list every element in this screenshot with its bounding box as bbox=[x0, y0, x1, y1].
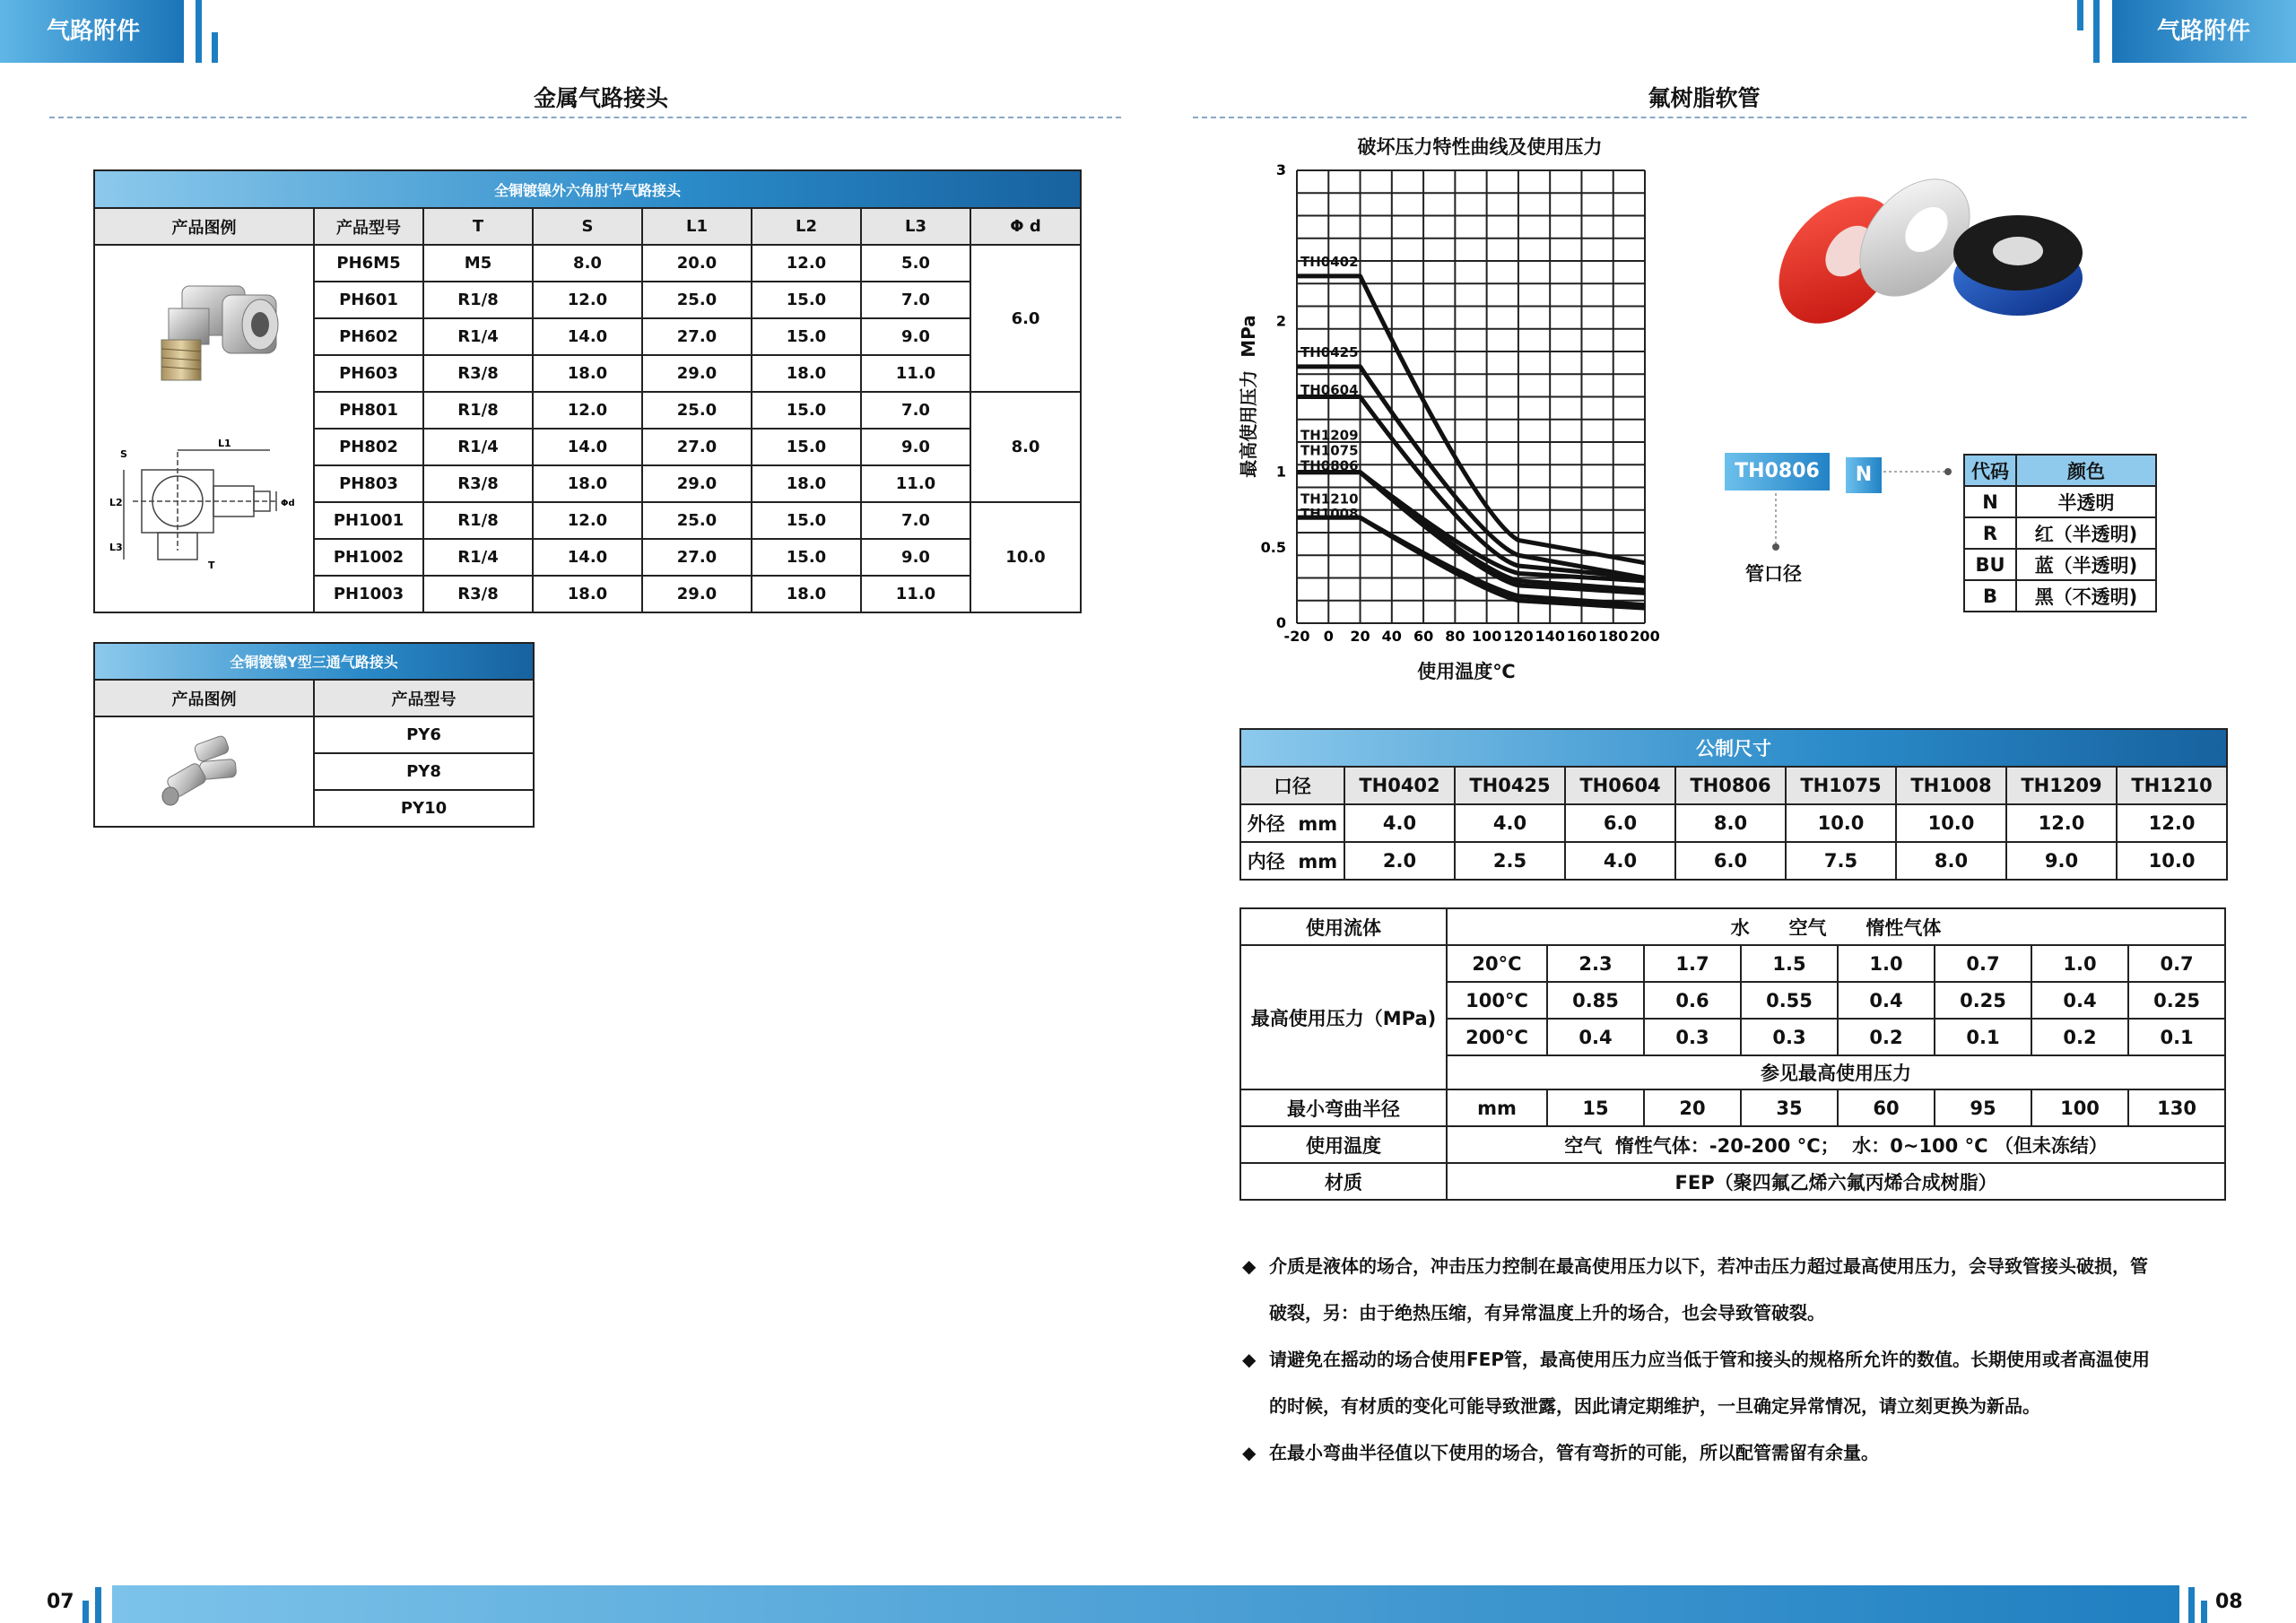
metric-model: TH0402 bbox=[1344, 767, 1455, 804]
t1-cell: R3/8 bbox=[423, 355, 533, 392]
bullet-icon: ◆ bbox=[1242, 1255, 1257, 1277]
t1-cell: 9.0 bbox=[861, 429, 970, 465]
x-tick-label: 0 bbox=[1323, 628, 1334, 645]
table1-title: 全铜镀镍外六角肘节气路接头 bbox=[94, 170, 1081, 208]
p-cell: 0.85 bbox=[1547, 982, 1644, 1019]
metric-cell: 8.0 bbox=[1896, 842, 2006, 880]
metric-model: TH1209 bbox=[2006, 767, 2117, 804]
t1-cell: 29.0 bbox=[642, 576, 752, 612]
t1-cell: PH1001 bbox=[314, 502, 423, 539]
t1-cell: 18.0 bbox=[533, 355, 642, 392]
t1-cell: R1/4 bbox=[423, 318, 533, 355]
series-label: TH0604 bbox=[1300, 382, 1359, 399]
code-cell: 黑（不透明) bbox=[2016, 580, 2156, 612]
table1-col-s: S bbox=[533, 208, 642, 245]
chart-title: 破坏压力特性曲线及使用压力 bbox=[1357, 136, 1603, 158]
bend-cell: 20 bbox=[1644, 1089, 1741, 1126]
t1-cell: PH1002 bbox=[314, 539, 423, 576]
metric-cell: 2.0 bbox=[1344, 842, 1455, 880]
p-cell: 1.5 bbox=[1741, 945, 1838, 982]
t1-cell: 11.0 bbox=[861, 576, 970, 612]
fluid-value: 水 空气 惰性气体 bbox=[1447, 908, 2225, 945]
metric-model: TH0425 bbox=[1455, 767, 1565, 804]
t1-cell: 7.0 bbox=[861, 282, 970, 318]
t1-cell: 25.0 bbox=[642, 502, 752, 539]
t2-model: PY6 bbox=[314, 716, 534, 753]
bullet-icon: ◆ bbox=[1242, 1442, 1257, 1463]
t1-cell: 14.0 bbox=[533, 539, 642, 576]
elbow-image-cell bbox=[94, 245, 314, 612]
metric-model: TH0806 bbox=[1675, 767, 1786, 804]
note-3 bbox=[1242, 1429, 2220, 1476]
elbow-fitting-table bbox=[93, 169, 1082, 613]
p-cell: 1.0 bbox=[2031, 945, 2128, 982]
phi-group-8: 8.0 bbox=[970, 392, 1081, 502]
y-fitting-table bbox=[93, 642, 535, 828]
code-cell: 红（半透明) bbox=[2016, 517, 2156, 549]
t1-cell: 18.0 bbox=[752, 465, 861, 502]
metric-cell: 4.0 bbox=[1344, 804, 1455, 842]
y-image-cell bbox=[94, 716, 314, 827]
metric-cell: 8.0 bbox=[1675, 804, 1786, 842]
t1-cell: PH802 bbox=[314, 429, 423, 465]
t1-cell: 15.0 bbox=[752, 502, 861, 539]
code-cell: B bbox=[1964, 580, 2016, 612]
metric-cell: 6.0 bbox=[1565, 804, 1675, 842]
pipe-diameter-label: 管口径 bbox=[1745, 563, 1802, 585]
table2-title: 全铜镀镍Y型三通气路接头 bbox=[94, 643, 534, 680]
t1-cell: 18.0 bbox=[533, 576, 642, 612]
t1-cell: PH601 bbox=[314, 282, 423, 318]
footer-bar bbox=[112, 1585, 2179, 1623]
t1-cell: 18.0 bbox=[533, 465, 642, 502]
bend-cell: 60 bbox=[1838, 1089, 1935, 1126]
pressure-label: 最高使用压力（MPa) bbox=[1240, 945, 1447, 1089]
t1-cell: M5 bbox=[423, 245, 533, 282]
p-cell: 0.55 bbox=[1741, 982, 1838, 1019]
bullet-icon: ◆ bbox=[1242, 1349, 1257, 1370]
header-tab-right bbox=[2112, 0, 2296, 63]
header-tab-left bbox=[0, 0, 184, 63]
bend-label: 最小弯曲半径 bbox=[1240, 1089, 1447, 1126]
metric-cell: 10.0 bbox=[2117, 842, 2227, 880]
t1-cell: PH602 bbox=[314, 318, 423, 355]
t1-cell: 25.0 bbox=[642, 282, 752, 318]
x-tick-label: 120 bbox=[1503, 628, 1534, 645]
drawing-label-phi: Φd bbox=[280, 499, 295, 508]
chart-xlabel: 使用温度℃ bbox=[1417, 661, 1516, 682]
x-tick-label: -20 bbox=[1283, 628, 1310, 645]
footer-stripe-right bbox=[2188, 1587, 2195, 1623]
t1-cell: 5.0 bbox=[861, 245, 970, 282]
temp-cell: 100°C bbox=[1447, 982, 1547, 1019]
phi-group-10: 10.0 bbox=[970, 502, 1081, 612]
y-tick-label: 2 bbox=[1275, 312, 1286, 330]
note-text: 在最小弯曲半径值以下使用的场合，管有弯折的可能，所以配管需留有余量。 bbox=[1269, 1442, 1879, 1463]
fluid-label: 使用流体 bbox=[1240, 908, 1447, 945]
t1-cell: 15.0 bbox=[752, 392, 861, 429]
table2-col-model: 产品型号 bbox=[314, 680, 534, 716]
y-tick-label: 0.5 bbox=[1260, 538, 1286, 556]
bend-cell: 100 bbox=[2031, 1089, 2128, 1126]
metric-size-table bbox=[1239, 728, 2228, 881]
temp-cell: 20°C bbox=[1447, 945, 1547, 982]
metric-cell: 12.0 bbox=[2117, 804, 2227, 842]
x-tick-label: 80 bbox=[1445, 628, 1465, 645]
t1-cell: PH801 bbox=[314, 392, 423, 429]
header-stripe-right bbox=[2077, 0, 2083, 30]
note-text: 介质是液体的场合，冲击压力控制在最高使用压力以下，若冲击压力超过最高使用压力，会导致管接头破损，管 bbox=[1269, 1255, 2148, 1277]
series-label: TH0425 bbox=[1300, 344, 1359, 360]
series-label: TH1075 bbox=[1300, 442, 1359, 459]
x-tick-label: 160 bbox=[1566, 628, 1597, 645]
model-code-box: TH0806 bbox=[1725, 453, 1830, 490]
t1-cell: PH1003 bbox=[314, 576, 423, 612]
t1-cell: PH603 bbox=[314, 355, 423, 392]
t1-cell: PH803 bbox=[314, 465, 423, 502]
p-cell: 0.1 bbox=[1935, 1019, 2031, 1055]
note-text: 破裂，另：由于绝热压缩，有异常温度上升的场合，也会导致管破裂。 bbox=[1269, 1302, 1825, 1324]
t1-cell: 7.0 bbox=[861, 502, 970, 539]
code-col-code: 代码 bbox=[1964, 455, 2016, 486]
p-cell: 0.25 bbox=[1935, 982, 2031, 1019]
p-cell: 0.1 bbox=[2128, 1019, 2225, 1055]
x-tick-label: 20 bbox=[1350, 628, 1370, 645]
note-2 bbox=[1242, 1336, 2220, 1383]
color-code-table bbox=[1963, 454, 2157, 612]
table1-col-l3: L3 bbox=[861, 208, 970, 245]
drawing-label-l1: L1 bbox=[217, 438, 231, 449]
p-cell: 0.25 bbox=[2128, 982, 2225, 1019]
code-col-color: 颜色 bbox=[2016, 455, 2156, 486]
see-note: 参见最高使用压力 bbox=[1447, 1055, 2225, 1089]
table1-col-t: T bbox=[423, 208, 533, 245]
page-number-left: 07 bbox=[47, 1591, 74, 1613]
code-cell: BU bbox=[1964, 549, 2016, 580]
t1-cell: 15.0 bbox=[752, 539, 861, 576]
header-left-label: 气路附件 bbox=[47, 18, 141, 45]
t1-cell: 25.0 bbox=[642, 392, 752, 429]
table1-col-model: 产品型号 bbox=[314, 208, 423, 245]
t1-cell: 11.0 bbox=[861, 355, 970, 392]
code-cell: N bbox=[1964, 486, 2016, 517]
color-suffix-box: N bbox=[1846, 457, 1882, 493]
x-tick-label: 60 bbox=[1413, 628, 1434, 645]
t2-model: PY8 bbox=[314, 753, 534, 790]
phi-group-6: 6.0 bbox=[970, 245, 1081, 392]
t1-cell: 20.0 bbox=[642, 245, 752, 282]
metric-model: TH0604 bbox=[1565, 767, 1675, 804]
t1-cell: R3/8 bbox=[423, 465, 533, 502]
series-label: TH0402 bbox=[1300, 254, 1359, 270]
drawing-label-t: T bbox=[207, 560, 215, 571]
code-cell: R bbox=[1964, 517, 2016, 549]
metric-cell: 10.0 bbox=[1786, 804, 1896, 842]
metric-cell: 9.0 bbox=[2006, 842, 2117, 880]
series-label: TH1209 bbox=[1300, 427, 1359, 444]
t1-cell: 14.0 bbox=[533, 429, 642, 465]
p-cell: 0.4 bbox=[1547, 1019, 1644, 1055]
bend-cell: 95 bbox=[1935, 1089, 2031, 1126]
metric-row-label-od: 外径 mm bbox=[1240, 804, 1344, 842]
drawing-label-l2: L2 bbox=[109, 497, 123, 508]
t1-cell: R1/4 bbox=[423, 429, 533, 465]
metric-row-label-bore: 口径 bbox=[1240, 767, 1344, 804]
metric-row-label-id: 内径 mm bbox=[1240, 842, 1344, 880]
t1-cell: 27.0 bbox=[642, 429, 752, 465]
t1-cell: 27.0 bbox=[642, 318, 752, 355]
elbow-photo bbox=[97, 255, 312, 434]
bend-cell: 15 bbox=[1547, 1089, 1644, 1126]
material-label: 材质 bbox=[1240, 1163, 1447, 1200]
chart-ylabel: 最高使用压力 MPa bbox=[1238, 315, 1259, 478]
material-value: FEP（聚四氟乙烯六氟丙烯合成树脂） bbox=[1447, 1163, 2225, 1200]
p-cell: 0.4 bbox=[2031, 982, 2128, 1019]
header-right-label: 气路附件 bbox=[2157, 18, 2251, 45]
table1-col-phid: Φ d bbox=[970, 208, 1081, 245]
t1-cell: 15.0 bbox=[752, 318, 861, 355]
spec-table bbox=[1239, 907, 2226, 1201]
bend-unit: mm bbox=[1447, 1089, 1547, 1126]
temp-value: 空气 惰性气体：-20-200 °C； 水：0~100 °C （但未冻结） bbox=[1447, 1126, 2225, 1163]
p-cell: 0.2 bbox=[2031, 1019, 2128, 1055]
t1-cell: R3/8 bbox=[423, 576, 533, 612]
note-text: 的时候，有材质的变化可能导致泄露，因此请定期维护，一旦确定异常情况，请立刻更换为新品。 bbox=[1269, 1395, 2040, 1417]
pressure-chart bbox=[1256, 152, 1660, 655]
y-tick-label: 3 bbox=[1275, 161, 1286, 178]
metric-cell: 12.0 bbox=[2006, 804, 2117, 842]
table1-col-l1: L1 bbox=[642, 208, 752, 245]
drawing-label-l3: L3 bbox=[109, 542, 123, 553]
p-cell: 0.3 bbox=[1644, 1019, 1741, 1055]
p-cell: 1.0 bbox=[1838, 945, 1935, 982]
temp-label: 使用温度 bbox=[1240, 1126, 1447, 1163]
t1-cell: R1/8 bbox=[423, 392, 533, 429]
x-tick-label: 100 bbox=[1471, 628, 1502, 645]
right-section-title: 氟树脂软管 bbox=[1648, 85, 1761, 111]
footer-stripe-left bbox=[83, 1601, 89, 1623]
t1-cell: 15.0 bbox=[752, 282, 861, 318]
p-cell: 0.7 bbox=[1935, 945, 2031, 982]
table1-col-l2: L2 bbox=[752, 208, 861, 245]
y-fitting-photo bbox=[151, 720, 258, 819]
p-cell: 0.4 bbox=[1838, 982, 1935, 1019]
footer-stripe-right2 bbox=[2201, 1601, 2207, 1623]
t1-cell: 29.0 bbox=[642, 355, 752, 392]
note-2b bbox=[1242, 1383, 2220, 1429]
table2-col-image: 产品图例 bbox=[94, 680, 314, 716]
x-tick-label: 40 bbox=[1381, 628, 1402, 645]
p-cell: 0.7 bbox=[2128, 945, 2225, 982]
t1-cell: 18.0 bbox=[752, 355, 861, 392]
metric-cell: 6.0 bbox=[1675, 842, 1786, 880]
series-label: TH1210 bbox=[1300, 490, 1359, 508]
x-tick-label: 180 bbox=[1598, 628, 1629, 645]
t1-cell: R1/4 bbox=[423, 539, 533, 576]
x-tick-label: 200 bbox=[1630, 628, 1660, 645]
t1-cell: 12.0 bbox=[533, 392, 642, 429]
t2-model: PY10 bbox=[314, 790, 534, 827]
x-tick-label: 140 bbox=[1535, 628, 1565, 645]
metric-cell: 7.5 bbox=[1786, 842, 1896, 880]
p-cell: 0.2 bbox=[1838, 1019, 1935, 1055]
t1-cell: 18.0 bbox=[752, 576, 861, 612]
t1-cell: 12.0 bbox=[533, 282, 642, 318]
elbow-drawing bbox=[97, 434, 312, 586]
t1-cell: 7.0 bbox=[861, 392, 970, 429]
code-cell: 蓝（半透明) bbox=[2016, 549, 2156, 580]
footer-stripe-left2 bbox=[95, 1587, 101, 1623]
t1-r0-model: PH6M5 bbox=[314, 245, 423, 282]
header-stripe-left bbox=[196, 0, 202, 63]
t1-cell: R1/8 bbox=[423, 502, 533, 539]
header-stripe-left2 bbox=[212, 32, 218, 63]
note-1 bbox=[1242, 1243, 2220, 1289]
series-label: TH1008 bbox=[1300, 506, 1359, 523]
metric-model: TH1210 bbox=[2117, 767, 2227, 804]
metric-model: TH1008 bbox=[1896, 767, 2006, 804]
left-section-title: 金属气路接头 bbox=[533, 85, 668, 111]
p-cell: 0.6 bbox=[1644, 982, 1741, 1019]
temp-cell: 200°C bbox=[1447, 1019, 1547, 1055]
t1-cell: 14.0 bbox=[533, 318, 642, 355]
right-divider bbox=[1193, 117, 2247, 118]
t1-cell: 12.0 bbox=[752, 245, 861, 282]
t1-cell: 12.0 bbox=[533, 502, 642, 539]
metric-title: 公制尺寸 bbox=[1240, 729, 2227, 767]
t1-cell: 29.0 bbox=[642, 465, 752, 502]
metric-cell: 2.5 bbox=[1455, 842, 1565, 880]
y-tick-label: 1 bbox=[1275, 463, 1286, 481]
t1-cell: 27.0 bbox=[642, 539, 752, 576]
t1-cell: 15.0 bbox=[752, 429, 861, 465]
code-cell: 半透明 bbox=[2016, 486, 2156, 517]
metric-cell: 4.0 bbox=[1565, 842, 1675, 880]
p-cell: 0.3 bbox=[1741, 1019, 1838, 1055]
tube-reels-photo bbox=[1776, 161, 2099, 341]
metric-cell: 10.0 bbox=[1896, 804, 2006, 842]
left-divider bbox=[49, 117, 1121, 118]
note-1b bbox=[1242, 1289, 2220, 1336]
table1-col-image: 产品图例 bbox=[94, 208, 314, 245]
bend-cell: 130 bbox=[2128, 1089, 2225, 1126]
t1-cell: 9.0 bbox=[861, 539, 970, 576]
drawing-label-s: S bbox=[119, 448, 127, 460]
t1-cell: 11.0 bbox=[861, 465, 970, 502]
p-cell: 2.3 bbox=[1547, 945, 1644, 982]
p-cell: 1.7 bbox=[1644, 945, 1741, 982]
series-label: TH0806 bbox=[1300, 457, 1359, 474]
t1-cell: 9.0 bbox=[861, 318, 970, 355]
note-text: 请避免在摇动的场合使用FEP管，最高使用压力应当低于管和接头的规格所允许的数值。长期使用或者高温使用 bbox=[1269, 1349, 2150, 1370]
t1-cell: 8.0 bbox=[533, 245, 642, 282]
metric-model: TH1075 bbox=[1786, 767, 1896, 804]
series-line bbox=[1297, 473, 1645, 581]
header-stripe-right2 bbox=[2093, 0, 2100, 63]
metric-cell: 4.0 bbox=[1455, 804, 1565, 842]
y-tick-label: 0 bbox=[1275, 614, 1286, 631]
t1-cell: R1/8 bbox=[423, 282, 533, 318]
bend-cell: 35 bbox=[1741, 1089, 1838, 1126]
page-number-right: 08 bbox=[2215, 1591, 2243, 1613]
